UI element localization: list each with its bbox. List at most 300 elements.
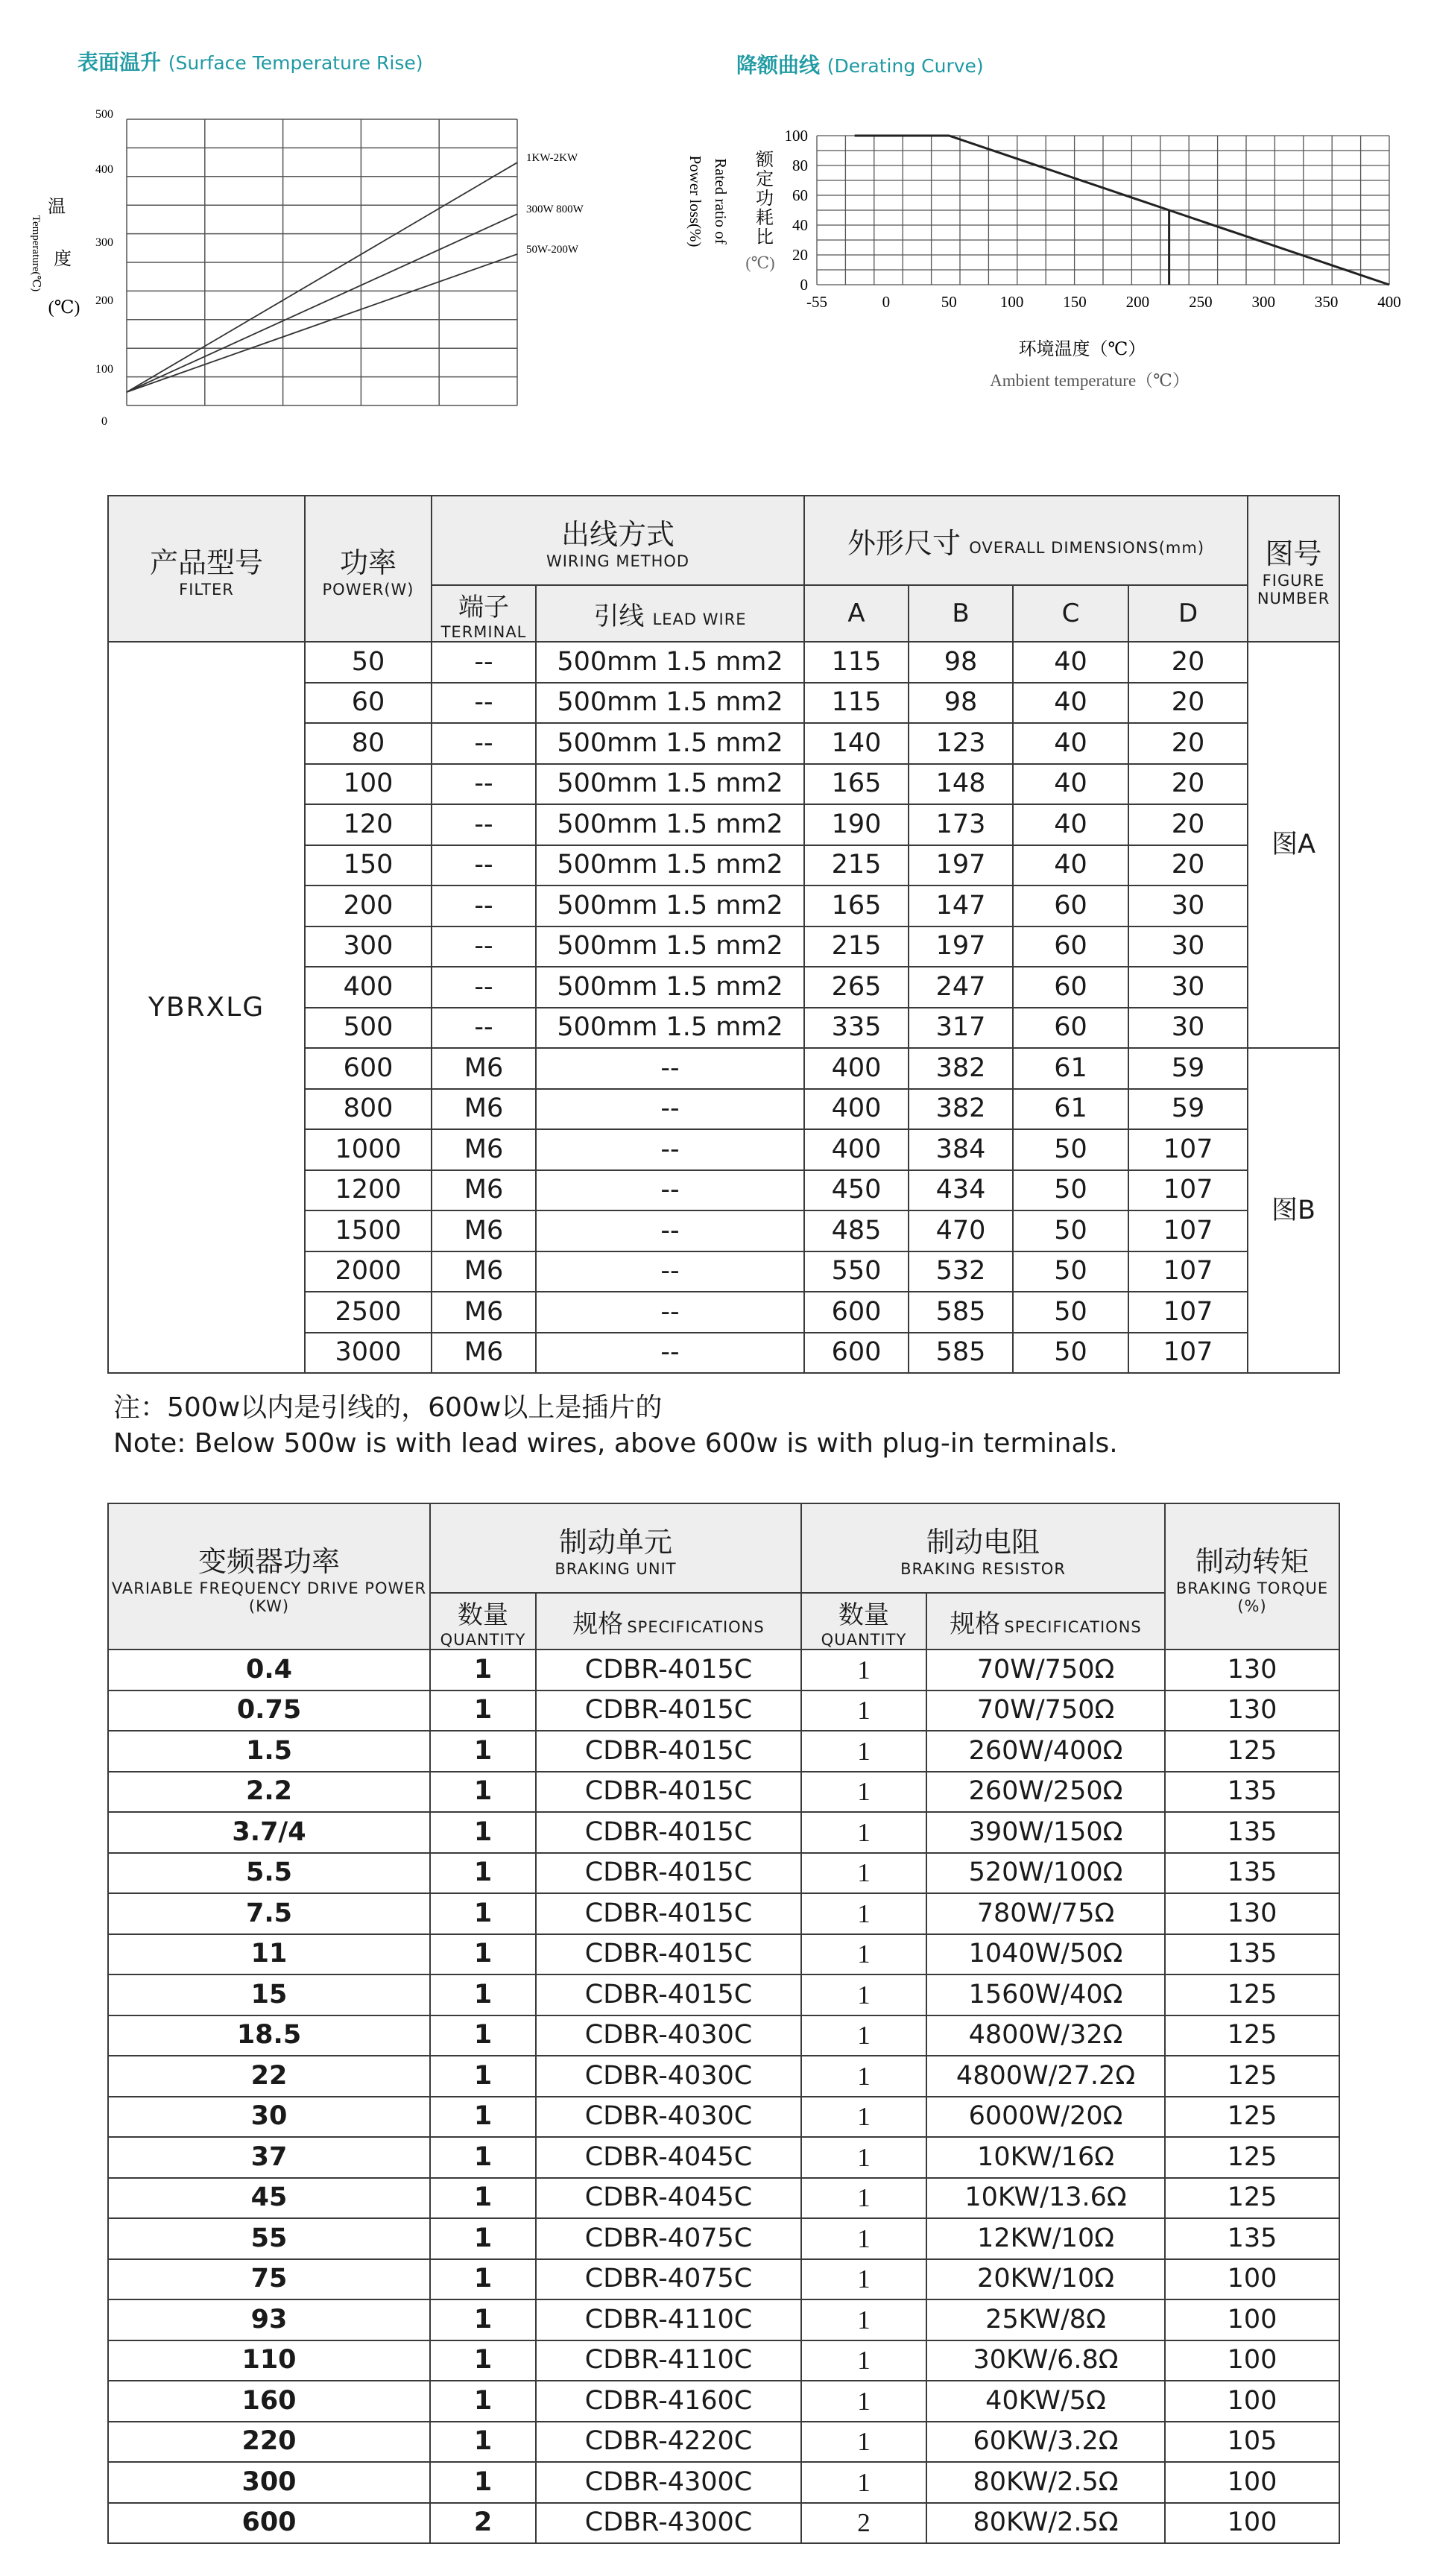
cell-unit-spec: CDBR-4015C xyxy=(536,1934,801,1975)
cell-kw: 37 xyxy=(108,2137,430,2178)
cell-torque: 100 xyxy=(1165,2259,1339,2300)
cell-kw: 15 xyxy=(108,1974,430,2015)
cell-terminal: M6 xyxy=(432,1089,536,1130)
cell-unit-spec: CDBR-4160C xyxy=(536,2381,801,2422)
cell-lead: 500mm 1.5 mm2 xyxy=(536,845,804,886)
cell-b: 123 xyxy=(909,723,1013,764)
cell-power: 150 xyxy=(305,845,432,886)
cell-a: 140 xyxy=(804,723,909,764)
header-filter xyxy=(108,496,305,642)
cell-torque: 100 xyxy=(1165,2503,1339,2544)
cell-d: 20 xyxy=(1128,845,1248,886)
cell-d: 107 xyxy=(1128,1210,1248,1251)
cell-res-spec: 12KW/10Ω xyxy=(926,2218,1165,2259)
cell-lead: -- xyxy=(536,1251,804,1292)
header-terminal-cn: 端子 xyxy=(458,592,509,622)
cell-unit-qty: 1 xyxy=(430,2178,536,2219)
cell-unit-spec: CDBR-4220C xyxy=(536,2422,801,2463)
cell-unit-qty: 1 xyxy=(430,2097,536,2138)
cell-b: 98 xyxy=(909,642,1013,683)
cell-c: 40 xyxy=(1013,764,1128,805)
cell-d: 107 xyxy=(1128,1292,1248,1333)
header-unit-qty-en: QUANTITY xyxy=(440,1630,526,1649)
cell-res-spec: 390W/150Ω xyxy=(926,1812,1165,1853)
cell-power: 1200 xyxy=(305,1170,432,1211)
cell-torque: 135 xyxy=(1165,1853,1339,1894)
header-power-en: POWER(W) xyxy=(322,580,414,599)
cell-power: 1000 xyxy=(305,1129,432,1170)
cell-power: 2000 xyxy=(305,1251,432,1292)
cell-kw: 160 xyxy=(108,2381,430,2422)
braking-table-body xyxy=(108,1650,1339,2543)
chart2-xlabel-en: Ambient temperature（℃） xyxy=(990,371,1190,390)
cell-res-qty: 2 xyxy=(801,2503,926,2544)
surface-chart-title-cn: 表面温升 xyxy=(78,50,162,75)
cell-lead: 500mm 1.5 mm2 xyxy=(536,926,804,967)
cell-kw: 3.7/4 xyxy=(108,1812,430,1853)
cell-a: 450 xyxy=(804,1170,909,1211)
filter-table-body xyxy=(108,642,1339,1373)
cell-power: 800 xyxy=(305,1089,432,1130)
chart1-series-line xyxy=(127,162,517,392)
cell-unit-qty: 1 xyxy=(430,1812,536,1853)
table2-row xyxy=(108,1772,1339,1813)
table2-row xyxy=(108,2422,1339,2463)
chart1-series-line xyxy=(127,214,517,392)
table2-row xyxy=(108,1731,1339,1772)
cell-unit-spec: CDBR-4015C xyxy=(536,1893,801,1934)
cell-unit-qty: 1 xyxy=(430,1772,536,1813)
header-resistor-cn: 制动电阻 xyxy=(926,1525,1040,1559)
cell-unit-qty: 1 xyxy=(430,1650,536,1690)
table2-row xyxy=(108,2381,1339,2422)
cell-b: 470 xyxy=(909,1210,1013,1251)
cell-res-spec: 30KW/6.8Ω xyxy=(926,2340,1165,2381)
header-dimensions xyxy=(804,496,1248,585)
cell-b: 434 xyxy=(909,1170,1013,1211)
cell-unit-spec: CDBR-4110C xyxy=(536,2299,801,2340)
cell-res-spec: 10KW/16Ω xyxy=(926,2137,1165,2178)
chart1-ytick-label: 400 xyxy=(95,163,113,176)
cell-power: 3000 xyxy=(305,1333,432,1374)
table2-row xyxy=(108,1934,1339,1975)
cell-res-qty: 1 xyxy=(801,1974,926,2015)
cell-lead: -- xyxy=(536,1048,804,1089)
chart2-xtick-label: -55 xyxy=(806,293,827,311)
note-en: Note: Below 500w is with lead wires, above 600w is with plug-in terminals. xyxy=(113,1428,1118,1459)
chart1-ylabel-char-1: 温 xyxy=(48,198,66,217)
header-wiring-en: WIRING METHOD xyxy=(546,552,690,570)
cell-a: 215 xyxy=(804,926,909,967)
cell-torque: 100 xyxy=(1165,2462,1339,2503)
cell-b: 197 xyxy=(909,845,1013,886)
table2-row xyxy=(108,1893,1339,1934)
header-resistor-en: BRAKING RESISTOR xyxy=(900,1559,1066,1578)
cell-d: 107 xyxy=(1128,1129,1248,1170)
cell-power: 50 xyxy=(305,642,432,683)
model-cell: YBRXLG xyxy=(108,642,305,1373)
chart2-ylabel-en-1: Rated ratio of xyxy=(712,158,730,244)
cell-kw: 18.5 xyxy=(108,2015,430,2056)
cell-d: 20 xyxy=(1128,723,1248,764)
cell-terminal: M6 xyxy=(432,1251,536,1292)
cell-b: 173 xyxy=(909,804,1013,845)
cell-terminal: -- xyxy=(432,1008,536,1049)
chart1-ytick-label: 0 xyxy=(101,415,107,428)
cell-d: 20 xyxy=(1128,683,1248,724)
cell-torque: 125 xyxy=(1165,1974,1339,2015)
cell-power: 400 xyxy=(305,967,432,1008)
chart2-xtick-label: 100 xyxy=(999,293,1024,311)
cell-res-spec: 20KW/10Ω xyxy=(926,2259,1165,2300)
chart2-grid xyxy=(817,136,1389,285)
cell-torque: 100 xyxy=(1165,2340,1339,2381)
chart2-ytick-label: 80 xyxy=(792,157,808,174)
cell-torque: 105 xyxy=(1165,2422,1339,2463)
header-res-qty-en: QUANTITY xyxy=(821,1630,907,1649)
cell-c: 40 xyxy=(1013,683,1128,724)
table2-row xyxy=(108,2340,1339,2381)
cell-unit-qty: 1 xyxy=(430,2462,536,2503)
cell-res-qty: 1 xyxy=(801,2259,926,2300)
cell-res-qty: 1 xyxy=(801,1731,926,1772)
chart2-ytick-label: 0 xyxy=(800,276,808,294)
table2-row xyxy=(108,1812,1339,1853)
cell-power: 200 xyxy=(305,886,432,926)
header-filter-cn: 产品型号 xyxy=(149,546,263,579)
cell-kw: 0.75 xyxy=(108,1690,430,1731)
cell-d: 107 xyxy=(1128,1251,1248,1292)
figure-b-cell: 图B xyxy=(1248,1048,1339,1373)
header-dim-c: C xyxy=(1013,585,1128,642)
cell-torque: 125 xyxy=(1165,2137,1339,2178)
cell-unit-qty: 2 xyxy=(430,2503,536,2544)
header-unit-quantity xyxy=(430,1593,536,1650)
chart1-series-lines xyxy=(127,162,517,392)
cell-res-qty: 1 xyxy=(801,2178,926,2219)
cell-power: 2500 xyxy=(305,1292,432,1333)
cell-res-spec: 260W/250Ω xyxy=(926,1772,1165,1813)
chart2-ylabel-cn-4: 耗 xyxy=(756,209,774,228)
chart1-grid xyxy=(127,119,517,405)
derating-chart-heading xyxy=(736,49,984,79)
surface-chart-title-en: (Surface Temperature Rise) xyxy=(168,52,423,74)
cell-kw: 2.2 xyxy=(108,1772,430,1813)
cell-d: 30 xyxy=(1128,967,1248,1008)
cell-a: 600 xyxy=(804,1333,909,1374)
header-vfd-cn: 变频器功率 xyxy=(198,1544,340,1578)
cell-res-spec: 6000W/20Ω xyxy=(926,2097,1165,2138)
cell-d: 20 xyxy=(1128,642,1248,683)
table2-row xyxy=(108,1974,1339,2015)
cell-lead: -- xyxy=(536,1129,804,1170)
cell-kw: 30 xyxy=(108,2097,430,2138)
cell-a: 335 xyxy=(804,1008,909,1049)
cell-terminal: M6 xyxy=(432,1048,536,1089)
cell-terminal: M6 xyxy=(432,1292,536,1333)
cell-c: 61 xyxy=(1013,1048,1128,1089)
cell-res-qty: 1 xyxy=(801,1690,926,1731)
chart2-ytick-label: 100 xyxy=(784,127,808,145)
cell-terminal: -- xyxy=(432,967,536,1008)
cell-c: 61 xyxy=(1013,1089,1128,1130)
cell-res-spec: 40KW/5Ω xyxy=(926,2381,1165,2422)
cell-d: 59 xyxy=(1128,1089,1248,1130)
chart2-xtick-label: 150 xyxy=(1063,293,1087,311)
cell-unit-spec: CDBR-4015C xyxy=(536,1974,801,2015)
chart1-series-labels xyxy=(526,152,584,256)
cell-b: 247 xyxy=(909,967,1013,1008)
cell-kw: 11 xyxy=(108,1934,430,1975)
cell-kw: 45 xyxy=(108,2178,430,2219)
cell-power: 80 xyxy=(305,723,432,764)
cell-unit-qty: 1 xyxy=(430,2015,536,2056)
cell-torque: 125 xyxy=(1165,2056,1339,2097)
header-lead-en: LEAD WIRE xyxy=(652,610,747,628)
cell-torque: 125 xyxy=(1165,1731,1339,1772)
table2-row xyxy=(108,2015,1339,2056)
cell-terminal: M6 xyxy=(432,1129,536,1170)
header-wiring-cn: 出线方式 xyxy=(561,517,675,551)
header-lead-cn: 引线 xyxy=(593,601,645,631)
chart2-xtick-label: 50 xyxy=(941,293,957,311)
cell-lead: 500mm 1.5 mm2 xyxy=(536,723,804,764)
filter-dimensions-table xyxy=(107,495,1340,1374)
cell-c: 50 xyxy=(1013,1210,1128,1251)
chart2-ylabel-cn-5: 比 xyxy=(756,228,774,247)
header-lead xyxy=(536,585,804,642)
chart1-ytick-label: 200 xyxy=(95,294,113,307)
cell-unit-qty: 1 xyxy=(430,2340,536,2381)
cell-terminal: M6 xyxy=(432,1170,536,1211)
cell-res-spec: 80KW/2.5Ω xyxy=(926,2462,1165,2503)
chart1-y-ticks xyxy=(95,108,113,428)
chart2-xtick-label: 200 xyxy=(1125,293,1150,311)
cell-kw: 55 xyxy=(108,2218,430,2259)
cell-unit-qty: 1 xyxy=(430,2259,536,2300)
figure-a-cell: 图A xyxy=(1248,642,1339,1048)
cell-unit-spec: CDBR-4110C xyxy=(536,2340,801,2381)
cell-kw: 93 xyxy=(108,2299,430,2340)
cell-lead: 500mm 1.5 mm2 xyxy=(536,642,804,683)
cell-kw: 300 xyxy=(108,2462,430,2503)
header-terminal-en: TERMINAL xyxy=(440,622,527,641)
cell-c: 60 xyxy=(1013,967,1128,1008)
header-terminal xyxy=(432,585,536,642)
cell-b: 585 xyxy=(909,1333,1013,1374)
cell-unit-qty: 1 xyxy=(430,2218,536,2259)
chart2-ylabel-unit: (℃) xyxy=(745,253,775,272)
cell-lead: 500mm 1.5 mm2 xyxy=(536,1008,804,1049)
cell-unit-spec: CDBR-4045C xyxy=(536,2137,801,2178)
header-torque-en: BRAKING TORQUE xyxy=(1175,1579,1329,1597)
cell-a: 165 xyxy=(804,886,909,926)
header-res-qty-cn: 数量 xyxy=(838,1600,889,1630)
cell-kw: 22 xyxy=(108,2056,430,2097)
cell-d: 20 xyxy=(1128,764,1248,805)
surface-chart-heading xyxy=(78,46,423,76)
cell-c: 50 xyxy=(1013,1251,1128,1292)
header-unit-spec xyxy=(536,1593,801,1650)
table2-row xyxy=(108,1690,1339,1731)
cell-kw: 5.5 xyxy=(108,1853,430,1894)
cell-unit-spec: CDBR-4015C xyxy=(536,1731,801,1772)
cell-res-qty: 1 xyxy=(801,2340,926,2381)
chart2-xtick-label: 0 xyxy=(882,293,891,311)
cell-torque: 130 xyxy=(1165,1650,1339,1690)
cell-res-spec: 1560W/40Ω xyxy=(926,1974,1165,2015)
cell-torque: 100 xyxy=(1165,2299,1339,2340)
table2-row xyxy=(108,1853,1339,1894)
cell-a: 115 xyxy=(804,642,909,683)
cell-res-qty: 1 xyxy=(801,1934,926,1975)
header-torque-cn: 制动转矩 xyxy=(1195,1544,1310,1578)
header-vfd-power xyxy=(108,1503,430,1650)
cell-lead: -- xyxy=(536,1170,804,1211)
cell-a: 400 xyxy=(804,1089,909,1130)
cell-terminal: -- xyxy=(432,683,536,724)
cell-unit-spec: CDBR-4030C xyxy=(536,2015,801,2056)
header-res-quantity xyxy=(801,1593,926,1650)
cell-c: 40 xyxy=(1013,804,1128,845)
cell-unit-qty: 1 xyxy=(430,2299,536,2340)
note-cn: 注：500w以内是引线的，600w以上是插片的 xyxy=(113,1392,663,1423)
cell-lead: -- xyxy=(536,1292,804,1333)
chart2-ytick-label: 40 xyxy=(792,216,808,234)
derating-chart-title-en: (Derating Curve) xyxy=(827,55,984,77)
header-unit-spec-cn: 规格 xyxy=(572,1609,624,1639)
table2-row xyxy=(108,2097,1339,2138)
cell-res-qty: 1 xyxy=(801,1772,926,1813)
cell-d: 30 xyxy=(1128,886,1248,926)
cell-unit-spec: CDBR-4015C xyxy=(536,1650,801,1690)
cell-terminal: -- xyxy=(432,764,536,805)
cell-a: 190 xyxy=(804,804,909,845)
cell-b: 382 xyxy=(909,1048,1013,1089)
header-unit-spec-en: SPECIFICATIONS xyxy=(627,1617,765,1636)
cell-res-qty: 1 xyxy=(801,2137,926,2178)
cell-res-spec: 70W/750Ω xyxy=(926,1690,1165,1731)
cell-terminal: -- xyxy=(432,642,536,683)
header-figure-cn: 图号 xyxy=(1265,537,1322,570)
cell-a: 400 xyxy=(804,1129,909,1170)
cell-a: 265 xyxy=(804,967,909,1008)
cell-torque: 135 xyxy=(1165,1812,1339,1853)
cell-unit-spec: CDBR-4075C xyxy=(536,2259,801,2300)
cell-unit-spec: CDBR-4030C xyxy=(536,2056,801,2097)
cell-terminal: M6 xyxy=(432,1333,536,1374)
cell-unit-qty: 1 xyxy=(430,1690,536,1731)
cell-res-qty: 1 xyxy=(801,1853,926,1894)
cell-d: 59 xyxy=(1128,1048,1248,1089)
table2-row xyxy=(108,1650,1339,1690)
cell-kw: 220 xyxy=(108,2422,430,2463)
chart2-ylabel-cn-3: 功 xyxy=(756,189,774,209)
cell-torque: 125 xyxy=(1165,2178,1339,2219)
cell-res-spec: 25KW/8Ω xyxy=(926,2299,1165,2340)
chart2-ytick-label: 60 xyxy=(792,186,808,204)
cell-a: 550 xyxy=(804,1251,909,1292)
cell-unit-qty: 1 xyxy=(430,1974,536,2015)
cell-a: 400 xyxy=(804,1048,909,1089)
cell-lead: 500mm 1.5 mm2 xyxy=(536,886,804,926)
header-braking-torque xyxy=(1165,1503,1339,1650)
cell-unit-qty: 1 xyxy=(430,2422,536,2463)
header-dim-d: D xyxy=(1128,585,1248,642)
cell-a: 600 xyxy=(804,1292,909,1333)
cell-terminal: -- xyxy=(432,804,536,845)
cell-res-qty: 1 xyxy=(801,2056,926,2097)
cell-terminal: M6 xyxy=(432,1210,536,1251)
cell-res-spec: 4800W/27.2Ω xyxy=(926,2056,1165,2097)
cell-res-spec: 520W/100Ω xyxy=(926,1853,1165,1894)
header-power-cn: 功率 xyxy=(339,546,397,579)
chart1-series-line xyxy=(127,254,517,392)
cell-d: 30 xyxy=(1128,1008,1248,1049)
surface-temperature-chart xyxy=(0,89,584,455)
cell-d: 107 xyxy=(1128,1170,1248,1211)
cell-c: 40 xyxy=(1013,723,1128,764)
cell-res-spec: 780W/75Ω xyxy=(926,1893,1165,1934)
chart2-xlabel-cn: 环境温度（℃） xyxy=(1018,340,1146,359)
header-dims-cn: 外形尺寸 xyxy=(847,526,961,560)
cell-c: 60 xyxy=(1013,926,1128,967)
chart1-ytick-label: 300 xyxy=(95,236,113,249)
cell-terminal: -- xyxy=(432,845,536,886)
cell-res-qty: 1 xyxy=(801,2462,926,2503)
cell-res-spec: 70W/750Ω xyxy=(926,1650,1165,1690)
header-filter-en: FILTER xyxy=(179,580,234,599)
header-figure xyxy=(1248,496,1339,642)
cell-unit-qty: 1 xyxy=(430,1731,536,1772)
cell-c: 50 xyxy=(1013,1333,1128,1374)
table2-row xyxy=(108,2178,1339,2219)
cell-kw: 1.5 xyxy=(108,1731,430,1772)
cell-d: 30 xyxy=(1128,926,1248,967)
cell-c: 50 xyxy=(1013,1292,1128,1333)
cell-b: 197 xyxy=(909,926,1013,967)
cell-lead: 500mm 1.5 mm2 xyxy=(536,804,804,845)
cell-res-qty: 1 xyxy=(801,1812,926,1853)
table2-row xyxy=(108,2299,1339,2340)
cell-power: 60 xyxy=(305,683,432,724)
cell-d: 107 xyxy=(1128,1333,1248,1374)
cell-d: 20 xyxy=(1128,804,1248,845)
cell-b: 317 xyxy=(909,1008,1013,1049)
cell-unit-qty: 1 xyxy=(430,2056,536,2097)
table2-row xyxy=(108,2056,1339,2097)
header-figure-en-1: FIGURE xyxy=(1262,571,1325,590)
chart2-xtick-label: 350 xyxy=(1314,293,1339,311)
cell-res-qty: 1 xyxy=(801,2381,926,2422)
cell-c: 40 xyxy=(1013,642,1128,683)
chart1-ytick-label: 100 xyxy=(95,363,113,376)
cell-c: 60 xyxy=(1013,1008,1128,1049)
cell-torque: 135 xyxy=(1165,2218,1339,2259)
chart1-ylabel-en: Temperature(℃) xyxy=(30,215,42,292)
chart2-ytick-label: 20 xyxy=(792,246,808,264)
cell-unit-qty: 1 xyxy=(430,1853,536,1894)
cell-power: 300 xyxy=(305,926,432,967)
cell-unit-spec: CDBR-4015C xyxy=(536,1690,801,1731)
header-braking-unit xyxy=(430,1503,801,1593)
header-braking-unit-en: BRAKING UNIT xyxy=(555,1559,677,1578)
cell-a: 165 xyxy=(804,764,909,805)
cell-unit-spec: CDBR-4030C xyxy=(536,2097,801,2138)
cell-a: 485 xyxy=(804,1210,909,1251)
cell-c: 40 xyxy=(1013,845,1128,886)
cell-kw: 600 xyxy=(108,2503,430,2544)
